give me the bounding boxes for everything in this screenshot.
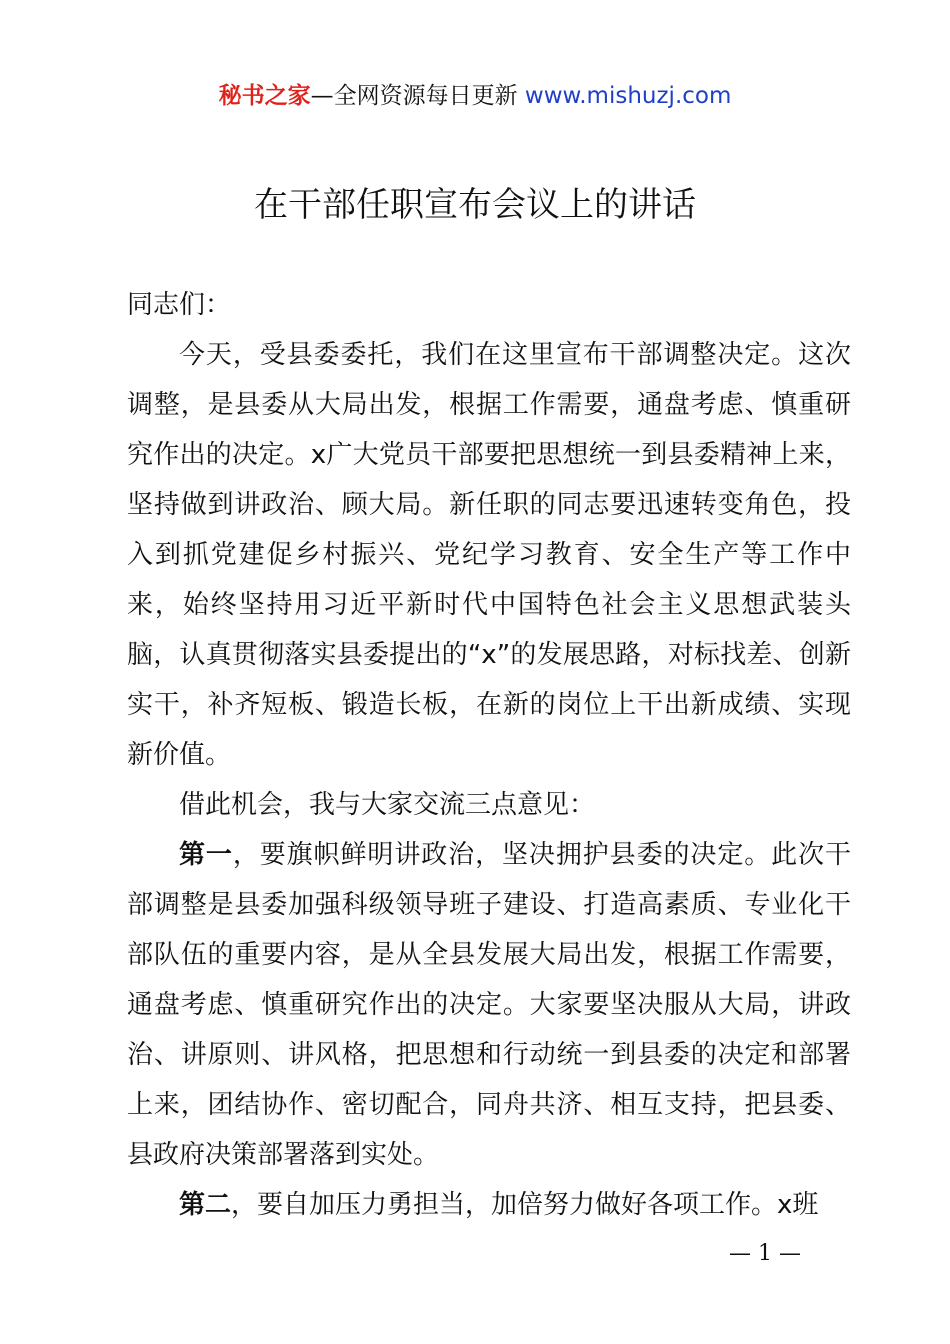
point-two-lead: 第二: [179, 1190, 232, 1220]
point-two-text: ，要自加压力勇担当，加倍努力做好各项工作。x班: [231, 1190, 819, 1220]
paragraph-transition: 借此机会，我与大家交流三点意见：: [179, 790, 596, 820]
page-number: — 1 —: [729, 1241, 801, 1266]
header-url-link[interactable]: www.mishuzj.com: [524, 83, 732, 109]
paragraph-intro: 今天，受县委委托，我们在这里宣布干部调整决定。这次调整，是县委从大局出发，根据工作需要，通盘考虑、慎重研究作出的决定。x广大党员干部要把思想统一到县委精神上来，坚持做到讲政治、顾大局。新任职的同志要迅速转变角色，投入到抓党建促乡村振兴、党纪学习教育、安全生产等工作中来，始终坚持用习近平新时代中国特色社会主义思想武装头脑，认真贯彻落实县委提出的“x”的发展思路，对标找差、创新实干，补齐短板、锻造长板，在新的岗位上干出新成绩、实现新价值。: [127, 340, 851, 770]
header-tagline: —全网资源每日更新: [310, 83, 525, 109]
document-body: [127, 280, 851, 1230]
paragraph-point-two: [127, 1180, 851, 1230]
header-brand: 秘书之家: [218, 83, 311, 109]
paragraph-point-one: [127, 830, 851, 1180]
salutation: 同志们：: [127, 290, 232, 320]
point-one-lead: 第一: [179, 840, 233, 870]
point-one-text: ，要旗帜鲜明讲政治，坚决拥护县委的决定。此次干部调整是县委加强科级领导班子建设、打造高素质、专业化干部队伍的重要内容，是从全县发展大局出发，根据工作需要，通盘考虑、慎重研究作出的决定。大家要坚决服从大局，讲政治、讲原则、讲风格，把思想和行动统一到县委的决定和部署上来，团结协作、密切配合，同舟共济、相互支持，把县委、县政府决策部署落到实处。: [127, 840, 851, 1170]
watermark-header: [0, 80, 950, 112]
document-title: 在干部任职宣布会议上的讲话: [254, 185, 696, 225]
